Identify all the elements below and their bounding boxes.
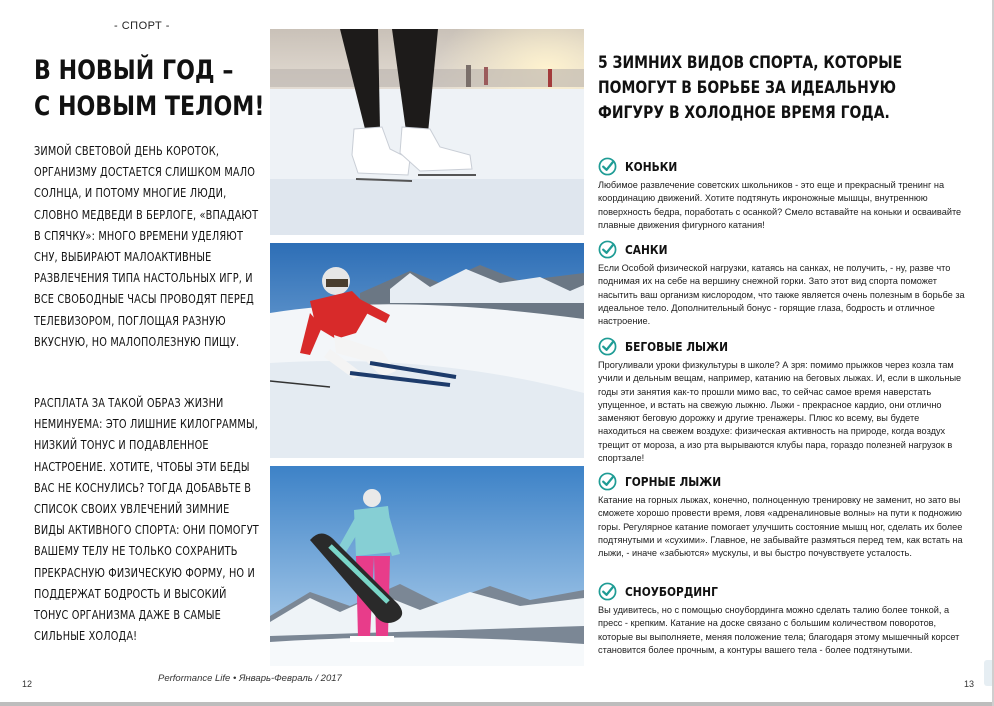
sport-description: Прогуливали уроки физкультуры в школе? А зря: помимо прыжков через козла там учили и дельным вещам, например, катанию на беговых лыжах. И, если в школьные годы эти занятия как-то прошли мимо вас, то сейчас самое время наверстать упущенное, и встать на свежую лыжню. Лыжи - прекрасное кардио, они отлично заменяют беговую дорожку и другие тренажеры. Плюс ко всему, вы будете находиться на свежем воздухе: физическая активность на природе, когда воздух трещит от мороза, а изо рта вырываются клубы пара, гораздо полезней нагрузок в спортзале! — [598, 360, 962, 464]
sport-item-skates — [598, 156, 970, 232]
intro-paragraph-2: РАСПЛАТА ЗА ТАКОЙ ОБРАЗ ЖИЗНИ НЕМИНУЕМА: ЭТО ЛИШНИЕ КИЛОГРАММЫ, НИЗКИЙ ТОНУС И ПОДАВЛЕННОЕ НАСТРОЕНИЕ. ХОТИТЕ, ЧТОБЫ ЭТИ БЕДЫ ВАС НЕ КОСНУЛИСЬ? ТОГДА ДОБАВЬТЕ В СПИСОК СВОИХ УВЛЕЧЕНИЙ ЗИМНИЕ ВИДЫ АКТИВНОГО СПОРТА: ОНИ ПОМОГУТ ВАШЕМУ ТЕЛУ НЕ ТОЛЬКО СОХРАНИТЬ ПРЕКРАСНУЮ ФИЗИЧЕСКУЮ ФОРМУ, НО И ПОДДЕРЖАТ БОДРОСТЬ И ВЫСОКИЙ ТОНУС ОРГАНИЗМА ДАЖЕ В САМЫЕ СИЛЬНЫЕ ХОЛОДА! — [34, 395, 259, 644]
sport-item-cross-country-skiing — [598, 336, 970, 465]
sport-name: ГОРНЫЕ ЛЫЖИ — [625, 473, 722, 489]
intro-paragraph-1: ЗИМОЙ СВЕТОВОЙ ДЕНЬ КОРОТОК, ОРГАНИЗМУ ДОСТАЕТСЯ СЛИШКОМ МАЛО СОЛНЦА, И ПОТОМУ МНОГИЕ ЛЮДИ, СЛОВНО МЕДВЕДИ В БЕРЛОГЕ, «ВПАДАЮТ В СПЯЧКУ»: МНОГО ВРЕМЕНИ УДЕЛЯЮТ СНУ, ВЫБИРАЮТ МАЛОАКТИВНЫЕ РАЗВЛЕЧЕНИЯ ТИПА НАСТОЛЬНЫХ ИГР, И ВСЕ СВОБОДНЫЕ ЧАСЫ ПРОВОДЯТ ПЕРЕД ТЕЛЕВИЗОРОМ, ПОГЛОЩАЯ РАЗНУЮ ВКУСНУЮ, НО МАЛОПОЛЕЗНУЮ ПИЩУ. — [34, 143, 259, 349]
issue-date: Январь-Февраль / 2017 — [238, 673, 342, 684]
sport-description: Вы удивитесь, но с помощью сноубординга можно сделать талию более тонкой, а пресс - крепким. Катание на доске связано с большим количеством поворотов, которые вы выполняете, меняя положение тела; благодаря этому мышечный корсет становится более прочным, а контуры вашего тела - более подтянутыми. — [598, 605, 960, 655]
check-circle-icon — [598, 240, 617, 259]
sport-description: Катание на горных лыжах, конечно, полноценную тренировку не заменит, но зато вы сможете хорошо провести время, ловя «адреналиновые волны» на пути к подножию горы. Регулярное катание помогает улучшить состояние мышц ног, сделать их более подтянутыми и «сухими». Главное, не забывайте размяться перед тем, как встать на лыжи, - иначе «забьются» мускулы, и вы быстро почувствуете усталость. — [598, 495, 963, 559]
check-circle-icon — [598, 337, 617, 356]
sport-name: СНОУБОРДИНГ — [625, 583, 718, 599]
sport-item-sled — [598, 239, 970, 328]
headline-line-2: С НОВЫМ ТЕЛОМ! — [34, 91, 265, 122]
sport-name: САНКИ — [625, 241, 668, 257]
check-circle-icon — [598, 582, 617, 601]
footer-brand — [158, 673, 342, 684]
check-circle-icon — [598, 472, 617, 491]
page-number-right: 13 — [964, 679, 975, 689]
page-bottom-edge — [0, 702, 994, 706]
sport-name: БЕГОВЫЕ ЛЫЖИ — [625, 338, 728, 354]
headline-line-1: В НОВЫЙ ГОД – — [34, 55, 234, 86]
article-title: 5 ЗИМНИХ ВИДОВ СПОРТА, КОТОРЫЕ ПОМОГУТ В БОРЬБЕ ЗА ИДЕАЛЬНУЮ ФИГУРУ В ХОЛОДНОЕ ВРЕМЯ ГОДА. — [598, 53, 903, 123]
page-number-left: 12 — [22, 679, 33, 689]
photo-snowboarder — [270, 466, 584, 666]
page-corner-tab — [984, 660, 992, 686]
sport-item-alpine-skiing — [598, 471, 970, 560]
sport-description: Если Особой физической нагрузки, катаясь на санках, не получить, - ну, разве что поднимая их на себе на вершину снежной горки. Зато этот вид спорта поможет насытить ваш организм кислородом, что также является очень полезным в борьбе за идеальное тело. Дополнительный бонус - горящие глаза, бодрость и отличное настроение. — [598, 263, 965, 327]
check-circle-icon — [598, 157, 617, 176]
section-label: - СПОРТ - — [114, 20, 170, 32]
sport-description: Любимое развлечение советских школьников - это еще и прекрасный тренинг на координацию движений. Хотите подтянуть икроножные мышцы, внутреннюю поверхность бедра, поработать с осанкой? Смело вставайте на коньки и осваивайте плавные движения фигурного катания! — [598, 180, 962, 230]
headline — [34, 53, 265, 125]
footer-bullet: • — [232, 673, 239, 684]
sport-item-snowboarding — [598, 581, 970, 657]
brand-name: Performance Life — [158, 673, 231, 684]
sport-name: КОНЬКИ — [625, 158, 678, 174]
photo-ice-skates — [270, 29, 584, 235]
photo-alpine-skier — [270, 243, 584, 458]
